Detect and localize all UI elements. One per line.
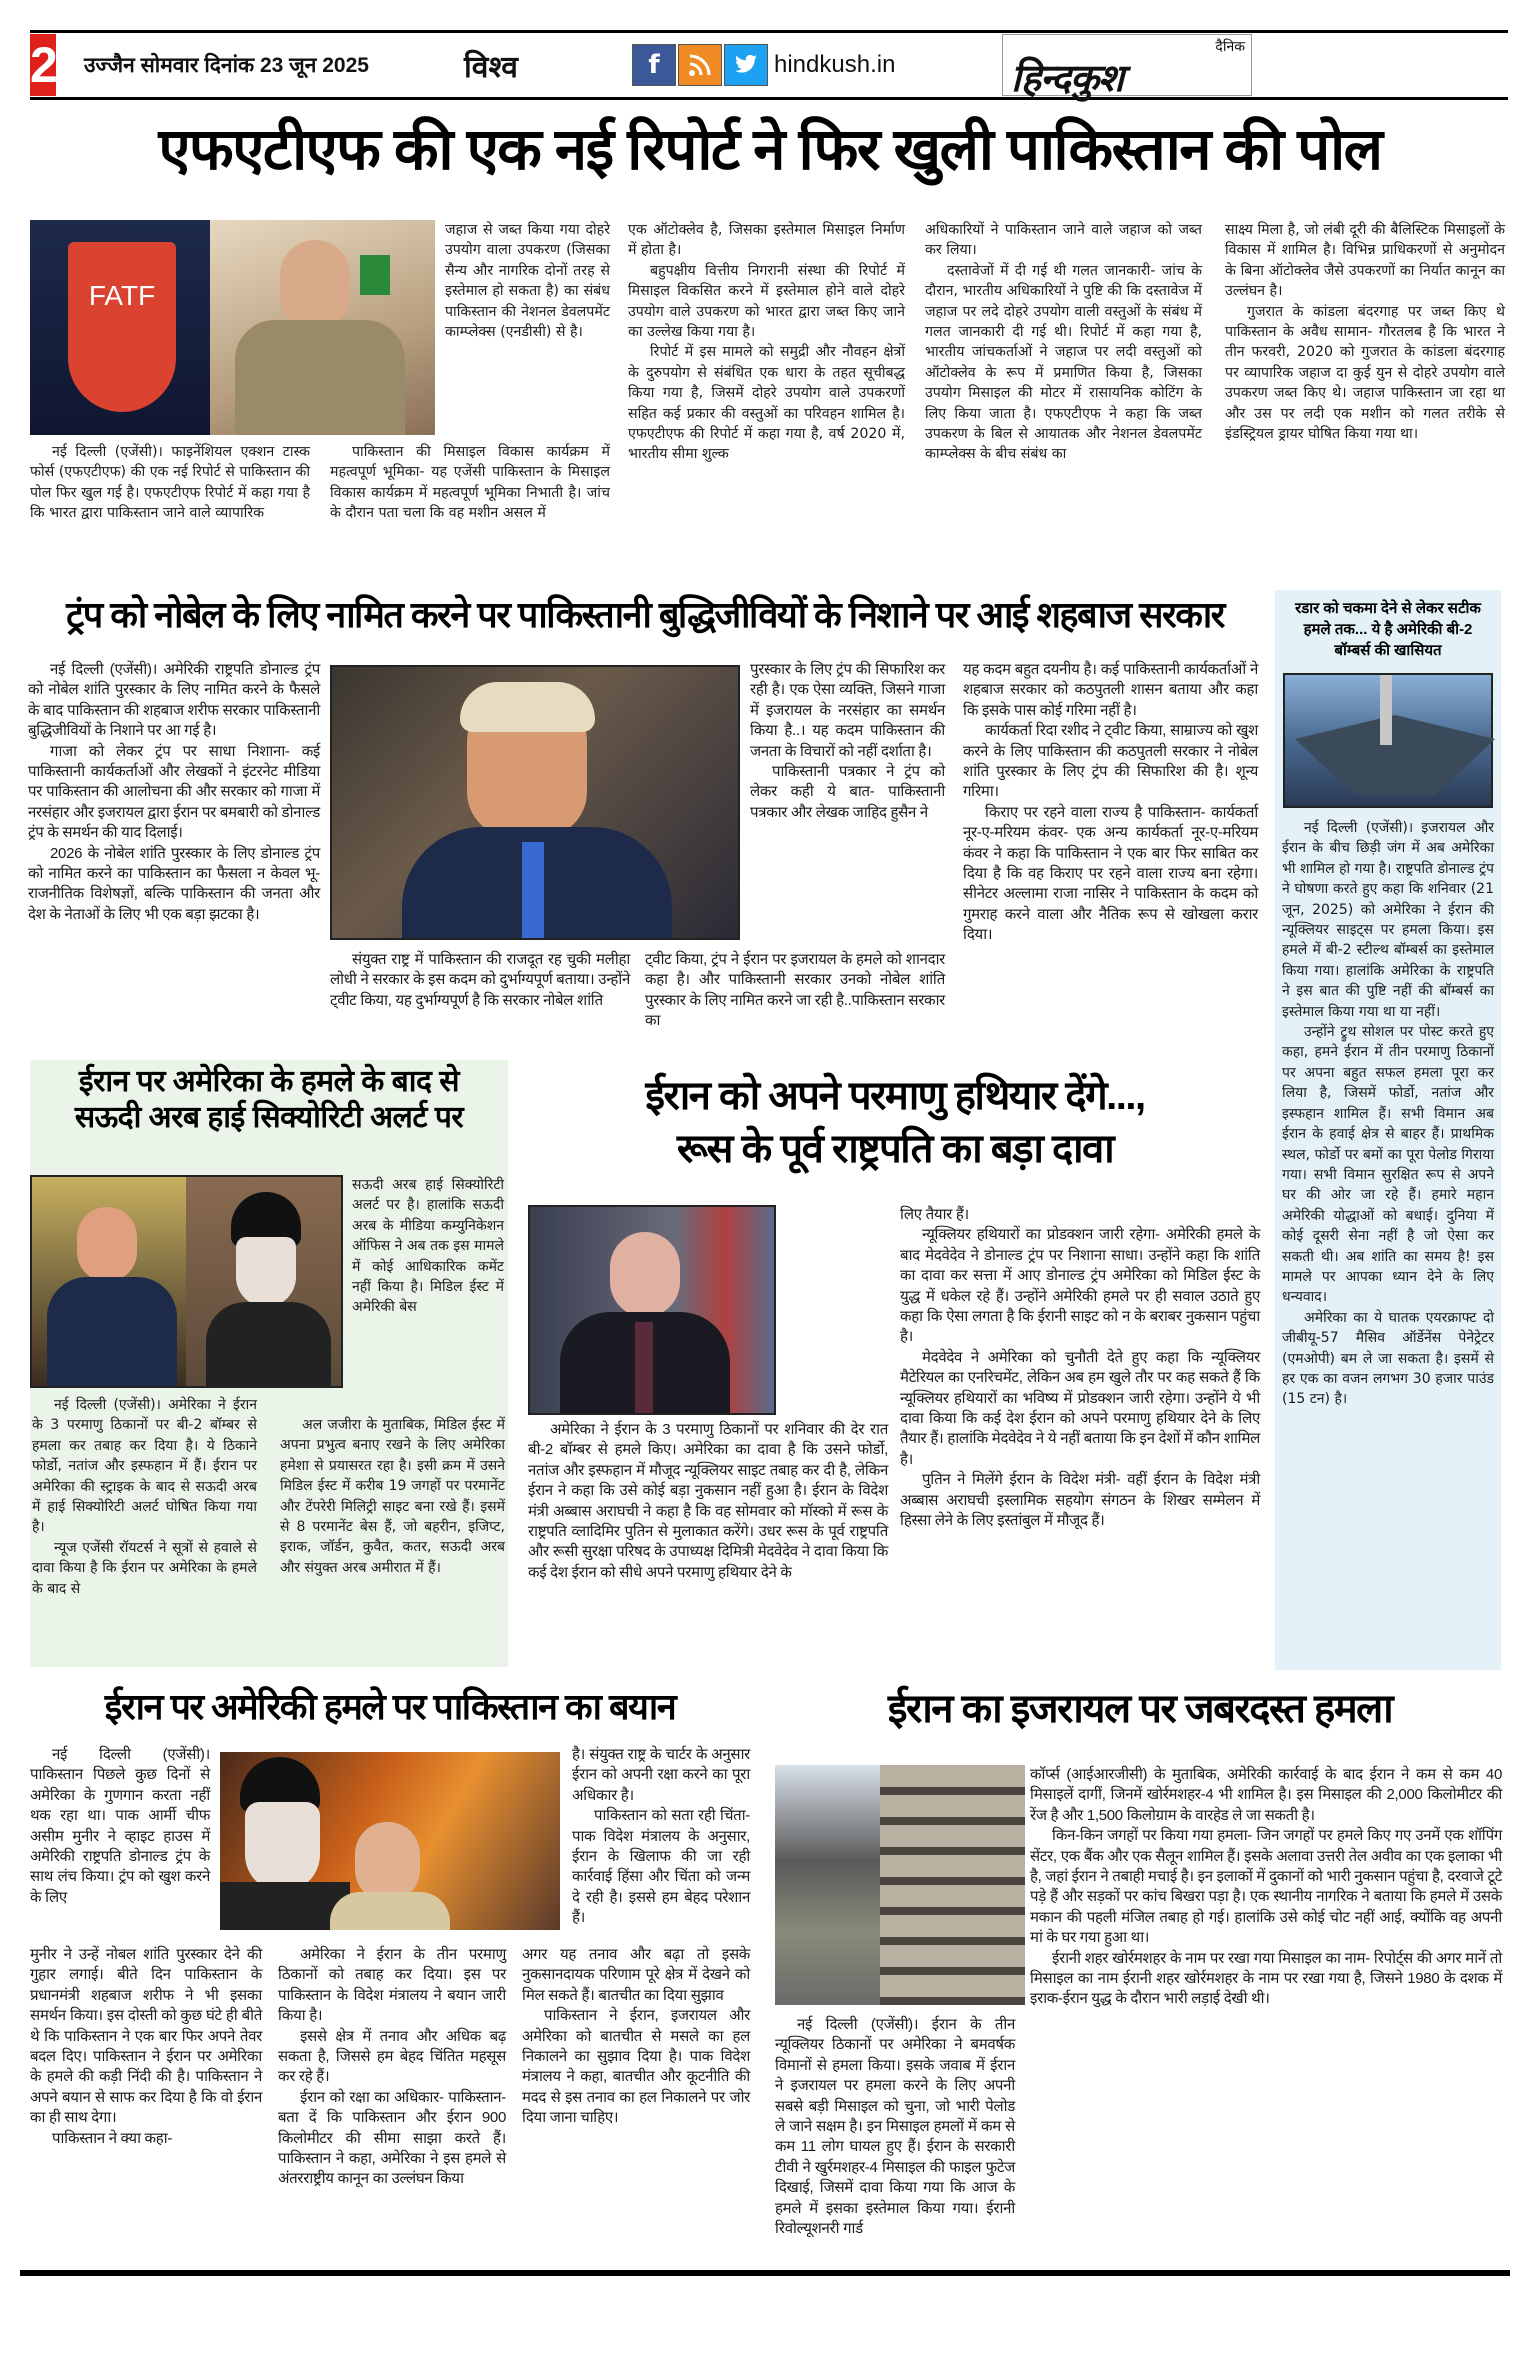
- sidebar-b2-box: [1275, 590, 1501, 1670]
- paragraph: जहाज से जब्त किया गया दोहरे उपयोग वाला उपकरण (जिसका सैन्य और नागरिक दोनों तरह से इस्तेमाल हो सकता है) का संबंध पाकिस्तान की नेशनल डेवलपमेंट काम्प्लेक्स (एनडीसी) से है।: [445, 222, 610, 341]
- paragraph: अमेरिका ने ईरान के 3 परमाणु ठिकानों पर शनिवार की देर रात बी-2 बॉम्बर से हमले किए। अमेरिका का दावा है कि उसने फोर्डो, नतांज और इस्फहान में मौजूद न्यूक्लियर साइट तबाह कर दी है, लेकिन ईरान ने कहा कि उसे कोई बड़ा नुकसान नहीं हुआ है। ईरान के विदेश मंत्री अब्बास अराघची ने कहा है कि वह सोमवार को मॉस्को में रूस के राष्ट्रपति व्लादिमिर पुतिन से मुलाकात करेंगे। उधर रूस के पूर्व राष्ट्रपति और रूसी सुरक्षा परिषद के उपाध्यक्ष दिमित्री मेदवेदेव ने दावा किया कि कई देश ईरान को सीधे अपने परमाणु हथियार देने के: [528, 1421, 888, 1581]
- story-nobel-col1: [28, 660, 320, 925]
- story-russia-headline-1: ईरान को अपने परमाणु हथियार देंगे...,: [645, 1074, 1145, 1118]
- story-russia-col1: [528, 1420, 888, 1583]
- story-saudi-side-text: [352, 1175, 504, 1318]
- story-nobel-headline: ट्रंप को नोबेल के लिए नामित करने पर पाकिस्तानी बुद्धिजीवियों के निशाने पर आई शहबाज सरकार: [66, 594, 1224, 635]
- paragraph: न्यूक्लियर हथियारों का प्रोडक्शन जारी रहेगा- अमेरिकी हमले के बाद मेदवेदेव ने डोनाल्ड ट्रंप पर निशाना साधा। उन्होंने कहा कि शांति का दावा कर सत्ता में आए डोनाल्ड ट्रंप अमेरिका को मिडिल ईस्ट के युद्ध में धकेल रहे हैं। उन्होंने अमेरिकी हमले पर ही सवाल उठाते हुए कहा कि ऐसा लगता है कि ईरानी साइट को न के बराबर नुकसान पहुंचा है।: [900, 1226, 1260, 1346]
- trump-photo: [32, 1177, 186, 1388]
- paragraph: लिए तैयार हैं।: [900, 1206, 969, 1223]
- paragraph: ईरान को रक्षा का अधिकार- पाकिस्तान- बता दें कि पाकिस्तान और ईरान 900 किलोमीटर की सीमा साझा करते हैं। पाकिस्तान ने कहा, अमेरिका ने इस हमले से अंतरराष्ट्रीय कानून का उल्लंघन किया: [278, 2088, 506, 2188]
- paragraph: उन्होंने ट्रुथ सोशल पर पोस्ट करते हुए कहा, हमने ईरान में तीन परमाणु ठिकानों पर अपना बहुत सफल हमला पूरा कर लिया है, जिसमें फोर्डो, नतांज और इस्फहान शामिल हैं। सभी विमान अब ईरान के हवाई क्षेत्र से बाहर हैं। प्राथमिक स्थल, फोर्डो पर बमों का पूरा पेलोड गिराया गया। सभी विमान सुरक्षित रूप से अपने घर की ओर जा रहे हैं। हमारे महान अमेरिकी योद्धाओं को बधाई। दुनिया में कोई दूसरी सेना नहीं है जो ऐसा कर सकती थी। अब शांति का समय है! इस मामले पर आपका ध्यान देने के लिए धन्यवाद।: [1282, 1024, 1494, 1306]
- paragraph: नई दिल्ली (एजेंसी)। अमेरिकी राष्ट्रपति डोनाल्ड ट्रंप को नोबेल शांति पुरस्कार के लिए नामित करने के फैसले के बाद पाकिस्तान की शहबाज शरीफ सरकार पाकिस्तानी बुद्धिजीवियों के निशाने पर आ गई है।: [28, 661, 320, 740]
- paragraph: न्यूज एजेंसी रॉयटर्स ने सूत्रों से हवाले से दावा किया है कि ईरान पर अमेरिका के हमले के बाद से: [32, 1539, 257, 1597]
- story-pakistan-col2: [278, 1945, 506, 2190]
- paragraph: अधिकारियों ने पाकिस्तान जाने वाले जहाज को जब्त कर लिया।: [925, 222, 1202, 259]
- story-saudi-col2: [280, 1415, 505, 1578]
- story-fatf-headline: एफएटीएफ की एक नई रिपोर्ट ने फिर खुली पाकिस्तान की पोल: [158, 117, 1382, 182]
- paragraph: अमेरिका ने ईरान के तीन परमाणु ठिकानों को तबाह कर दिया। इस पर पाकिस्तान के विदेश मंत्रालय ने बयान जारी किया है।: [278, 1946, 506, 2025]
- paragraph: नई दिल्ली (एजेंसी)। अमेरिका ने ईरान के 3 परमाणु ठिकानों पर बी-2 बॉम्बर से हमला कर तबाह कर दिया है। ये ठिकाने फोर्डो, नतांज और इस्फहान में हैं। ईरान पर अमेरिका की स्ट्राइक के बाद से सऊदी अरब में हाई सिक्योरिटी अलर्ट घोषित किया गया है।: [32, 1397, 257, 1536]
- trump-photo: [330, 665, 740, 940]
- facebook-icon[interactable]: f: [632, 44, 676, 86]
- paragraph: अमेरिका का ये घातक एयरक्राफ्ट दो जीबीयू-57 मैसिव ऑर्डेनेंस पेनेट्रेटर (एमओपी) बम ले जा सकता है। इसमें से हर एक का वजन लगभग 30 हजार पाउंड (15 टन) है।: [1282, 1309, 1494, 1408]
- paragraph: कॉर्प्स (आईआरजीसी) के मुताबिक, अमेरिकी कार्रवाई के बाद ईरान ने कम से कम 40 मिसाइलें दागीं, जिनमें खोर्रमशहर-4 भी शामिल है। इस मिसाइल की 2,000 किलोमीटर की रेंज है और 1,500 किलोग्राम के वारहेड ले जा सकती है।: [1030, 1766, 1502, 1824]
- story-saudi-headline-2: सऊदी अरब हाई सिक्योरिटी अलर्ट पर: [74, 1100, 464, 1134]
- paragraph: पाकिस्तान को सता रही चिंता-पाक विदेश मंत्रालय के अनुसार, ईरान के खिलाफ की जा रही कार्रवाई हिंसा और चिंता को जन्म दे रही है। इससे हम बेहद परेशान हैं।: [572, 1807, 750, 1927]
- story-pakistan-headline: ईरान पर अमेरिकी हमले पर पाकिस्तान का बयान: [104, 1686, 676, 1727]
- story-nobel-side-col: [750, 660, 945, 823]
- story-fatf-col3: [628, 220, 905, 465]
- section-title: विश्व: [464, 50, 518, 84]
- dateline: उज्जैन सोमवार दिनांक 23 जून 2025: [84, 54, 369, 77]
- paragraph: मेदवेदेव ने अमेरिका को चुनौती देते हुए कहा कि न्यूक्लियर मैटेरियल का एनरिचमेंट, लेकिन अब हम खुले तौर पर कह सकते हैं कि न्यूक्लियर हथियारों का भविष्य में प्रोडक्शन जारी रहेगा। उन्होंने ये भी दावा किया कि कई देश ईरान को अपने परमाणु हथियार देने के लिए तैयार हैं। हालांकि मेदवेदेव ने ये नहीं बताया कि इन देशों में कौन शामिल है।: [900, 1348, 1260, 1468]
- paragraph: नई दिल्ली (एजेंसी)। पाकिस्तान पिछले कुछ दिनों से अमेरिका के गुणगान करता नहीं थक रहा था। पाक आर्मी चीफ असीम मुनीर ने व्हाइट हाउस में अमेरिकी राष्ट्रपति डोनाल्ड ट्रंप के साथ लंच किया। ट्रंप को खुश करने के लिए: [30, 1746, 210, 1906]
- paragraph: पुतिन ने मिलेंगे ईरान के विदेश मंत्री- वहीं ईरान के विदेश मंत्री अब्बास अराघची इस्लामिक सहयोग संगठन के शिखर सम्मेलन में हिस्सा लेने के लिए इस्तांबुल में मौजूद हैं।: [900, 1471, 1260, 1530]
- paragraph: पाकिस्तानी पत्रकार ने ट्रंप को लेकर कही ये बात- पाकिस्तानी पत्रकार और लेखक जाहिद हुसैन ने: [750, 763, 945, 821]
- story-russia-headline-2: रूस के पूर्व राष्ट्रपति का बड़ा दावा: [676, 1127, 1114, 1171]
- story-fatf-col2a: [445, 220, 610, 342]
- b2-bomber-photo: [1283, 673, 1493, 808]
- page-number: 2: [30, 34, 56, 96]
- paragraph: संयुक्त राष्ट्र में पाकिस्तान की राजदूत रह चुकी मलीहा लोधी ने सरकार के इस कदम को दुर्भाग्यपूर्ण बताया। उन्होंने ट्वीट किया, यह दुर्भाग्यपूर्ण है कि सरकार नोबेल शांति: [330, 951, 630, 1009]
- story-pakistan-col1-cont: [30, 1945, 262, 2149]
- fatf-logo: FATF: [68, 242, 176, 412]
- story-fatf-col5: [1225, 220, 1505, 444]
- paragraph: बहुपक्षीय वित्तीय निगरानी संस्था की रिपोर्ट में मिसाइल विकसित करने में इस्तेमाल होने वाले दोहरे उपयोग वाले उपकरण को भारत द्वारा जब्त किए जाने का उल्लेख किया गया है।: [628, 262, 905, 341]
- paragraph: पाकिस्तान की मिसाइल विकास कार्यक्रम में महत्वपूर्ण भूमिका- यह एजेंसी पाकिस्तान के मिसाइल विकास कार्यक्रम में महत्वपूर्ण भूमिका निभाती है। जांच के दौरान पता चला कि वह मशीन असल में: [330, 444, 610, 522]
- putin-photo: [528, 1205, 776, 1415]
- paragraph: एक ऑटोक्लेव है, जिसका इस्तेमाल मिसाइल निर्माण में होता है।: [628, 222, 905, 259]
- story-pakistan-col3: [572, 1745, 750, 1929]
- damaged-building-photo: [880, 1765, 1025, 2005]
- paragraph: यह कदम बहुत दयनीय है। कई पाकिस्तानी कार्यकर्ताओं ने शहबाज सरकार को कठपुतली शासन बताया और कहा कि इसके पास कोई गरिमा नहीं है।: [963, 661, 1258, 719]
- story-russia-col2: [900, 1205, 1260, 1532]
- paragraph: है। संयुक्त राष्ट्र के चार्टर के अनुसार ईरान को अपनी रक्षा करने का पूरा अधिकार है।: [572, 1746, 750, 1804]
- story-saudi-headline-1: ईरान पर अमेरिका के हमले के बाद से: [78, 1065, 460, 1098]
- paragraph: किराए पर रहने वाला राज्य है पाकिस्तान- कार्यकर्ता नूर-ए-मरियम कंवर- एक अन्य कार्यकर्ता नूर-ए-मरियम कंवर ने कहा कि पाकिस्तान ने एक बार फिर साबित कर दिया है कि वह किराए पर रहने वाला राज्य बना रहेगा। सीनेटर अल्लामा राजा नासिर ने पाकिस्तान के कदम को गुमराह करने वाला और नैतिक रूप से खोखला करार दिया।: [963, 803, 1258, 944]
- paragraph: पाकिस्तान ने ईरान, इजरायल और अमेरिका को बातचीत से मसले का हल निकालने का सुझाव दिया है। पाक विदेश मंत्रालय ने कहा, बातचीत और कूटनीति की मदद से इस तनाव का हल निकालने पर जोर दिया जाना चाहिए।: [522, 2007, 750, 2127]
- twitter-icon[interactable]: [724, 44, 768, 86]
- paragraph: किन-किन जगहों पर किया गया हमला- जिन जगहों पर हमले किए गए उनमें एक शॉपिंग सेंटर, एक बैंक और एक सैलून शामिल हैं। इसके अलावा उत्तरी तेल अवीव का एक इलाका भी है, जहां ईरान ने तबाही मचाई है। इन इलाकों में दुकानों को भारी नुकसान पहुंचा है, दरवाजे टूटे पड़े हैं और सड़कों पर कांच बिखरा पड़ा है। एक स्थानीय नागरिक ने बताया कि हमले में उसके मकान की पहली मंजिल तबाह हो गई। हालांकि उसे कोई चोट नहीं आई, क्योंकि वह अपनी मां के घर गया हुआ था।: [1030, 1827, 1502, 1947]
- story-nobel-under-image: [330, 950, 630, 1011]
- sidebar-b2-body: [1275, 808, 1501, 1410]
- story-israel-col1: [775, 2015, 1015, 2239]
- khamenei-sharif-photo: [220, 1752, 560, 1930]
- paragraph: रिपोर्ट में इस मामले को समुद्री और नौवहन क्षेत्रों के दुरुपयोग से संबंधित एक धारा के तहत सूचीबद्ध किया गया है, जिसमें दोहरे उपयोग वाले उपकरणों सहित कई प्रकार की वस्तुओं का परिवहन शामिल है। एफएटीएफ की रिपोर्ट में कहा गया है, वर्ष 2020 में, भारतीय सीमा शुल्क: [628, 344, 905, 463]
- paragraph: ट्वीट किया, ट्रंप ने ईरान पर इजरायल के हमले को शानदार कहा है। और पाकिस्तानी सरकार उनको नोबेल शांति पुरस्कार के लिए नामित करने जा रही है..पाकिस्तान सरकार का: [645, 951, 945, 1030]
- rss-icon[interactable]: [678, 44, 722, 86]
- khamenei-photo: [186, 1177, 341, 1388]
- story-nobel-col4: [963, 660, 1258, 946]
- shehbaz-sharif-photo: [210, 220, 435, 435]
- paragraph: अगर यह तनाव और बढ़ा तो इसके नुकसानदायक परिणाम पूरे क्षेत्र में देखने को मिल सकते हैं। बातचीत का दिया सुझाव: [522, 1946, 750, 2004]
- story-fatf-col2b: [330, 442, 610, 524]
- logo-subtitle: दैनिक: [1215, 39, 1245, 55]
- paragraph: 2026 के नोबेल शांति पुरस्कार के लिए डोनाल्ड ट्रंप को नामित करने का पाकिस्तान का फैसला न केवल भू-राजनीतिक विशेषज्ञों, बल्कि पाकिस्तान की जनता और देश के नेताओं के लिए भी एक बड़ा झटका है।: [28, 844, 320, 923]
- paragraph: साक्ष्य मिला है, जो लंबी दूरी की बैलिस्टिक मिसाइलों के विकास में शामिल है। विभिन्न प्राधिकरणों से अनुमोदन के बिना ऑटोक्लेव जैसे उपकरणों का निर्यात कानून का उल्लंघन है।: [1225, 222, 1505, 300]
- paragraph: पाकिस्तान ने क्या कहा-: [52, 2129, 173, 2147]
- paragraph: नई दिल्ली (एजेंसी)। इजरायल और ईरान के बीच छिड़ी जंग में अब अमेरिका भी शामिल हो गया है। राष्ट्रपति डोनाल्ड ट्रंप ने घोषणा करते हुए कहा कि शनिवार (21 जून, 2025) को अमेरिका ने ईरान की न्यूक्लियर साइट्स पर हमला किया। इस हमले में बी-2 स्टील्थ बॉम्बर्स का इस्तेमाल किया गया। हालांकि अमेरिका के राष्ट्रपति ने इस बात की पुष्टि नहीं की बॉम्बर्स का इस्तेमाल किया गया था या नहीं।: [1282, 820, 1494, 1020]
- paragraph: नई दिल्ली (एजेंसी)। ईरान के तीन न्यूक्लियर ठिकानों पर अमेरिका ने बमवर्षक विमानों से हमला किया। इसके जवाब में ईरान ने इजरायल पर हमला करने के लिए अपनी सबसे बड़ी मिसाइल को चुना, जो भारी पेलोड ले जाने सक्षम है। इन मिसाइल हमलों में कम से कम 11 लोग घायल हुए हैं। ईरान के सरकारी टीवी ने खुर्रमशहर-4 मिसाइल की फाइल फुटेज दिखाई, जिसमें दावा किया गया कि आज के हमले में इसका इस्तेमाल किया गया। ईरानी रिवोल्यूशनरी गार्ड: [775, 2016, 1015, 2238]
- story-fatf-col1: [30, 442, 310, 524]
- fatf-image: [30, 220, 435, 435]
- social-icons: [632, 44, 768, 86]
- paragraph: दस्तावेजों में दी गई थी गलत जानकारी- जांच के दौरान, भारतीय अधिकारियों ने पुष्टि की कि दस्तावेज में जहाज पर लदे दोहरे उपयोग वाली वस्तुओं के संबंध में गलत जानकारी दी गई थी। रिपोर्ट में कहा गया है, भारतीय जांचकर्ताओं ने जहाज पर लदी वस्तुओं को ऑटोक्लेव के रूप में प्रमाणित किया है, जिसका उपयोग मिसाइल की मोटर में रासायनिक कोटिंग के लिए किया जाता है। एफएटीएफ ने कहा कि जब्त उपकरण के बिल से आयातक और नेशनल डेवलपमेंट काम्प्लेक्स के बीच संबंध का: [925, 262, 1202, 463]
- paragraph: गुजरात के कांडला बंदरगाह पर जब्त किए थे पाकिस्तान के अवैध सामान- गौरतलब है कि भारत ने तीन फरवरी, 2020 को गुजरात के कांडला बंदरगाह पर व्यापारिक जहाज दा कुई युन से दोहरे उपयोग वाले उपकरण जब्त किए थे। जहाज पाकिस्तान जा रहा था और उस पर लदी एक मशीन को गलत तरीके से इंडस्ट्रियल ड्रायर घोषित किया गया था।: [1225, 303, 1505, 443]
- israel-damage-photo: [775, 1765, 1025, 2005]
- story-fatf-col4: [925, 220, 1202, 465]
- paragraph: अल जजीरा के मुताबिक, मिडिल ईस्ट में अपना प्रभुत्व बनाए रखने के लिए अमेरिका हमेशा से प्रयासरत रहा है। इसी क्रम में उसने मिडिल ईस्ट में करीब 19 जगहों पर परमानेंट और टेंपरेरी मिलिट्री साइट बना रखे हैं। इसमें से 8 परमानेंट बेस हैं, जो बहरीन, इजिप्ट, इराक, जॉर्डन, कुवैत, कतर, सऊदी अरब और संयुक्त अरब अमीरात में हैं।: [280, 1417, 505, 1576]
- paragraph: कार्यकर्ता रिदा रशीद ने ट्वीट किया, साम्राज्य को खुश करने के लिए पाकिस्तान की कठपुतली सरकार ने नोबेल शांति पुरस्कार के लिए ट्रंप की सिफारिश की है। शून्य गरिमा।: [963, 722, 1258, 801]
- trump-khamenei-photo: [30, 1175, 343, 1388]
- story-israel-headline: ईरान का इजरायल पर जबरदस्त हमला: [887, 1687, 1393, 1731]
- story-nobel-side-col-cont: [645, 950, 945, 1032]
- paragraph: नई दिल्ली (एजेंसी)। फाइनेंशियल एक्शन टास्क फोर्स (एफएटीएफ) की एक नई रिपोर्ट से पाकिस्तान की पोल फिर खुल गई है। एफएटीएफ रिपोर्ट में कहा गया है कि भारत द्वारा पाकिस्तान जाने वाले व्यापारिक: [30, 444, 310, 522]
- paragraph: गाजा को लेकर ट्रंप पर साधा निशाना- कई पाकिस्तानी कार्यकर्ताओं और लेखकों ने इंटरनेट मीडिया पर पाकिस्तान की आलोचना की और सरकार को गाजा में नरसंहार और इजरायल द्वारा ईरान पर बमबारी को डोनाल्ड ट्रंप के समर्थन की याद दिलाई।: [28, 742, 320, 842]
- story-pakistan-col1: [30, 1745, 210, 1908]
- logo-title: हिन्दकुश: [1011, 56, 1123, 100]
- paragraph: इससे क्षेत्र में तनाव और अधिक बढ़ सकता है, जिससे हम बेहद चिंतित महसूस कर रहे हैं।: [278, 2027, 506, 2086]
- newspaper-logo: [1002, 34, 1252, 100]
- paragraph: मुनीर ने उन्हें नोबल शांति पुरस्कार देने की गुहार लगाई। बीते दिन पाकिस्तान के प्रधानमंत्री शहबाज शरीफ ने भी इसका समर्थन किया। इस दोस्ती को कुछ घंटे ही बीते थे कि पाकिस्तान ने एक बार फिर अपने तेवर बदल दिए। पाकिस्तान ने ईरान पर अमेरिका के हमले की कड़ी निंदी की है। पाकिस्तान ने अपने बयान से साफ कर दिया है कि वो ईरान का ही साथ देगा।: [30, 1946, 262, 2127]
- paragraph: सऊदी अरब हाई सिक्योरिटी अलर्ट पर है। हालांकि सऊदी अरब के मीडिया कम्युनिकेशन ऑफिस ने अब तक इस मामले में कोई आधिकारिक कमेंट नहीं किया है। मिडिल ईस्ट में अमेरिकी बेस: [352, 1177, 504, 1316]
- smoke-street-photo: [775, 1765, 880, 2005]
- story-israel-col2: [1030, 1765, 1502, 2010]
- story-saudi-col1: [32, 1395, 257, 1599]
- footer-rule: [20, 2270, 1510, 2276]
- sidebar-b2-headline: रडार को चकमा देने से लेकर सटीक हमले तक... ये है अमेरिकी बी-2 बॉम्बर्स की खासियत: [1295, 600, 1481, 659]
- paragraph: ईरानी शहर खोर्रमशहर के नाम पर रखा गया मिसाइल का नाम- रिपोर्ट्स की अगर मानें तो मिसाइल का नाम ईरानी शहर खोर्रमशहर के नाम पर रखा गया है, जिसने 1980 के दशक में इराक-ईरान युद्ध के दौरान भारी लड़ाई देखी थी।: [1030, 1949, 1502, 2008]
- website-link[interactable]: hindkush.in: [774, 51, 896, 78]
- paragraph: पुरस्कार के लिए ट्रंप की सिफारिश कर रही है। एक ऐसा व्यक्ति, जिसने गाजा में इजरायल के नरसंहार का समर्थन किया है..। यह कदम पाकिस्तान की जनता के विचारों को नहीं दर्शाता है।: [750, 661, 945, 760]
- story-pakistan-col3-cont: [522, 1945, 750, 2129]
- masthead: [30, 30, 1508, 100]
- fatf-logo-panel: [30, 220, 210, 435]
